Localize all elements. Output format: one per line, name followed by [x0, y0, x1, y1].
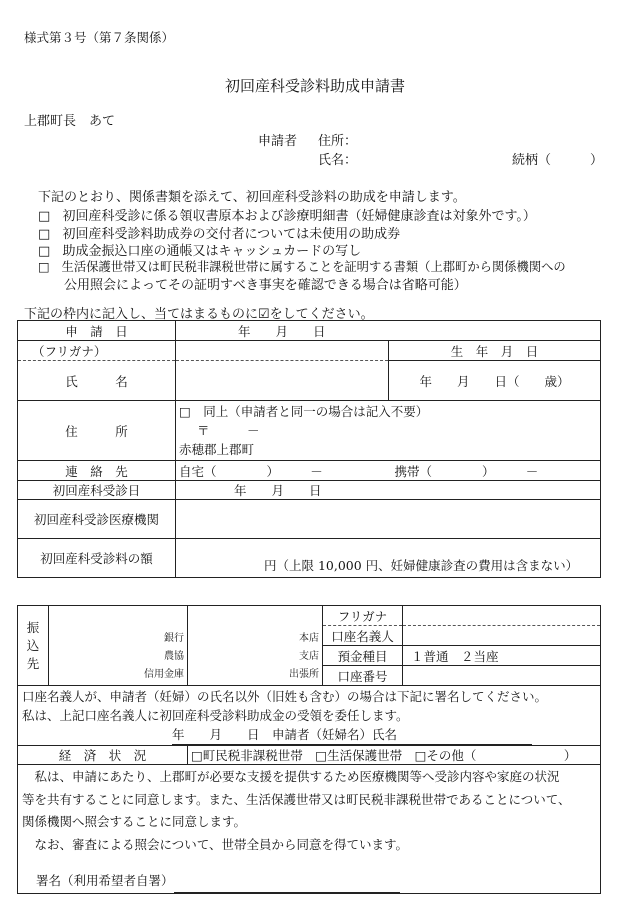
page-title: 初回産科受診料助成申請書: [224, 77, 405, 95]
holder-label: 口座名義人: [323, 626, 403, 646]
checklist-item-text: 初回産科受診料助成券の交付者については未使用の助成券: [62, 227, 401, 242]
mobile-phone[interactable]: 携帯（ ） －: [394, 463, 539, 479]
account-type-label: 預金種目: [323, 646, 403, 666]
apply-date-field[interactable]: [176, 321, 601, 341]
economic-label: 経 済 状 況: [18, 746, 188, 765]
account-type-value: １普通 ２当座: [411, 648, 499, 664]
checkbox-icon[interactable]: □: [38, 244, 51, 259]
transfer-label: 振 込 先: [18, 606, 49, 686]
signature-label: 署名（利用希望者自署）: [36, 873, 174, 888]
delegation-text: 私は、上記口座名義人に初回産科受診料助成金の受領を委任します。: [22, 707, 409, 723]
branch-type-branch: 支店: [299, 651, 319, 662]
account-number-input[interactable]: [403, 666, 601, 686]
checklist-item-text: 初回産科受診に係る領収書原本および診療明細書（妊婦健康診査は対象外です。）: [62, 209, 536, 224]
signature-line[interactable]: [174, 878, 400, 893]
home-phone[interactable]: 自宅（ ） －: [179, 463, 323, 479]
apply-date-label: 申 請 日: [18, 321, 176, 341]
consent-section: [18, 765, 601, 894]
checklist-item-text: 助成金振込口座の通帳又はキャッシュカードの写し: [62, 244, 362, 259]
bank-name-input[interactable]: [49, 606, 188, 686]
checklist-item: [38, 205, 536, 224]
consent-line: 等を共有することに同意します。また、生活保護世帯又は町民税非課税世帯であることについて、: [22, 791, 571, 807]
instruction-text: 下記の枠内に記入し、当てはまるものに☑をしてください。: [24, 307, 374, 322]
fee-label: 初回産科受診料の額: [18, 539, 176, 578]
bank-type-coop: 農協: [164, 651, 184, 662]
birth-value: 年 月 日（ 歳）: [419, 373, 570, 389]
delegation-note: 口座名義人が、申請者（妊婦）の氏名以外（旧姓も含む）の場合は下記に署名してください。: [22, 688, 548, 704]
postal-code: 〒 －: [197, 423, 260, 438]
account-number-label: 口座番号: [323, 666, 403, 686]
checklist-item-continuation: 公用照会によってその証明すべき事実を確認できる場合は省略可能）: [64, 278, 467, 293]
address-prefix: 赤穂郡上郡町: [179, 442, 255, 457]
applicant-label: 申請者: [258, 134, 298, 149]
fee-input[interactable]: [176, 539, 601, 578]
institution-label: 初回産科受診医療機関: [18, 500, 176, 539]
transfer-table: [17, 605, 601, 894]
contact-field[interactable]: [176, 461, 601, 481]
bank-type-bank: 銀行: [164, 633, 184, 644]
branch-type-main: 本店: [299, 633, 319, 644]
visit-date-field[interactable]: [176, 481, 601, 500]
institution-input[interactable]: [176, 500, 601, 539]
delegation-section: [18, 686, 601, 746]
application-table: [17, 320, 601, 578]
checkbox-icon[interactable]: □: [38, 209, 51, 224]
branch-name-input[interactable]: [188, 606, 323, 686]
checkbox-icon[interactable]: □: [38, 227, 51, 242]
furigana-label: （フリガナ）: [18, 341, 176, 361]
holder-furigana-input[interactable]: [403, 606, 601, 626]
contact-label: 連 絡 先: [18, 461, 176, 481]
delegation-sign-field[interactable]: [22, 725, 597, 745]
birth-label: 生 年 月 日: [389, 341, 601, 361]
form-number: 様式第３号（第７条関係）: [24, 30, 175, 45]
name-input[interactable]: [176, 361, 389, 401]
visit-date-label: 初回産科受診日: [18, 481, 176, 500]
address-field[interactable]: [176, 401, 601, 461]
account-type-input[interactable]: [403, 646, 601, 666]
fee-value: 円（上限 10,000 円、妊婦健康診査の費用は含まない）: [264, 558, 579, 573]
bank-type-credit: 信用金庫: [144, 669, 184, 680]
checkbox-icon[interactable]: □: [38, 260, 50, 274]
delegation-sign-label: 年 月 日 申請者（妊婦名）氏名: [172, 725, 532, 745]
economic-options[interactable]: □町民税非課税世帯 □生活保護世帯 □その他（ ）: [188, 746, 601, 765]
applicant-name-label: 氏名：: [318, 153, 358, 168]
consent-line: 関係機関へ照会することに同意します。: [22, 814, 247, 829]
name-label: 氏 名: [18, 361, 176, 401]
furigana-label: フリガナ: [323, 606, 403, 626]
signature-field[interactable]: [22, 870, 597, 893]
furigana-input[interactable]: [176, 341, 389, 361]
intro-text: 下記のとおり、関係書類を添えて、初回産科受診料の助成を申請します。: [38, 190, 466, 205]
consent-line: なお、審査による照会について、世帯全員から同意を得ています。: [22, 836, 409, 852]
applicant-address-label: 住所：: [318, 134, 358, 149]
addressee: 上郡町長 あて: [24, 114, 116, 129]
checklist-item: [38, 257, 566, 275]
holder-input[interactable]: [403, 626, 601, 646]
address-same-option[interactable]: □ 同上（申請者と同一の場合は記入不要）: [179, 404, 429, 419]
branch-type-office: 出張所: [289, 669, 319, 680]
checklist-item-text: 生活保護世帯又は町民税非課税世帯に属することを証明する書類（上郡町から関係機関への: [61, 260, 566, 274]
apply-date-value: 年 月 日: [238, 323, 326, 339]
consent-line: 私は、申請にあたり、上郡町が必要な支援を提供するため医療機関等へ受診内容や家庭の状況: [22, 769, 560, 784]
birth-input[interactable]: [389, 361, 601, 401]
visit-date-value: 年 月 日: [234, 483, 322, 498]
applicant-relation-label: 続柄（ ）: [512, 153, 604, 168]
address-label: 住 所: [18, 401, 176, 461]
